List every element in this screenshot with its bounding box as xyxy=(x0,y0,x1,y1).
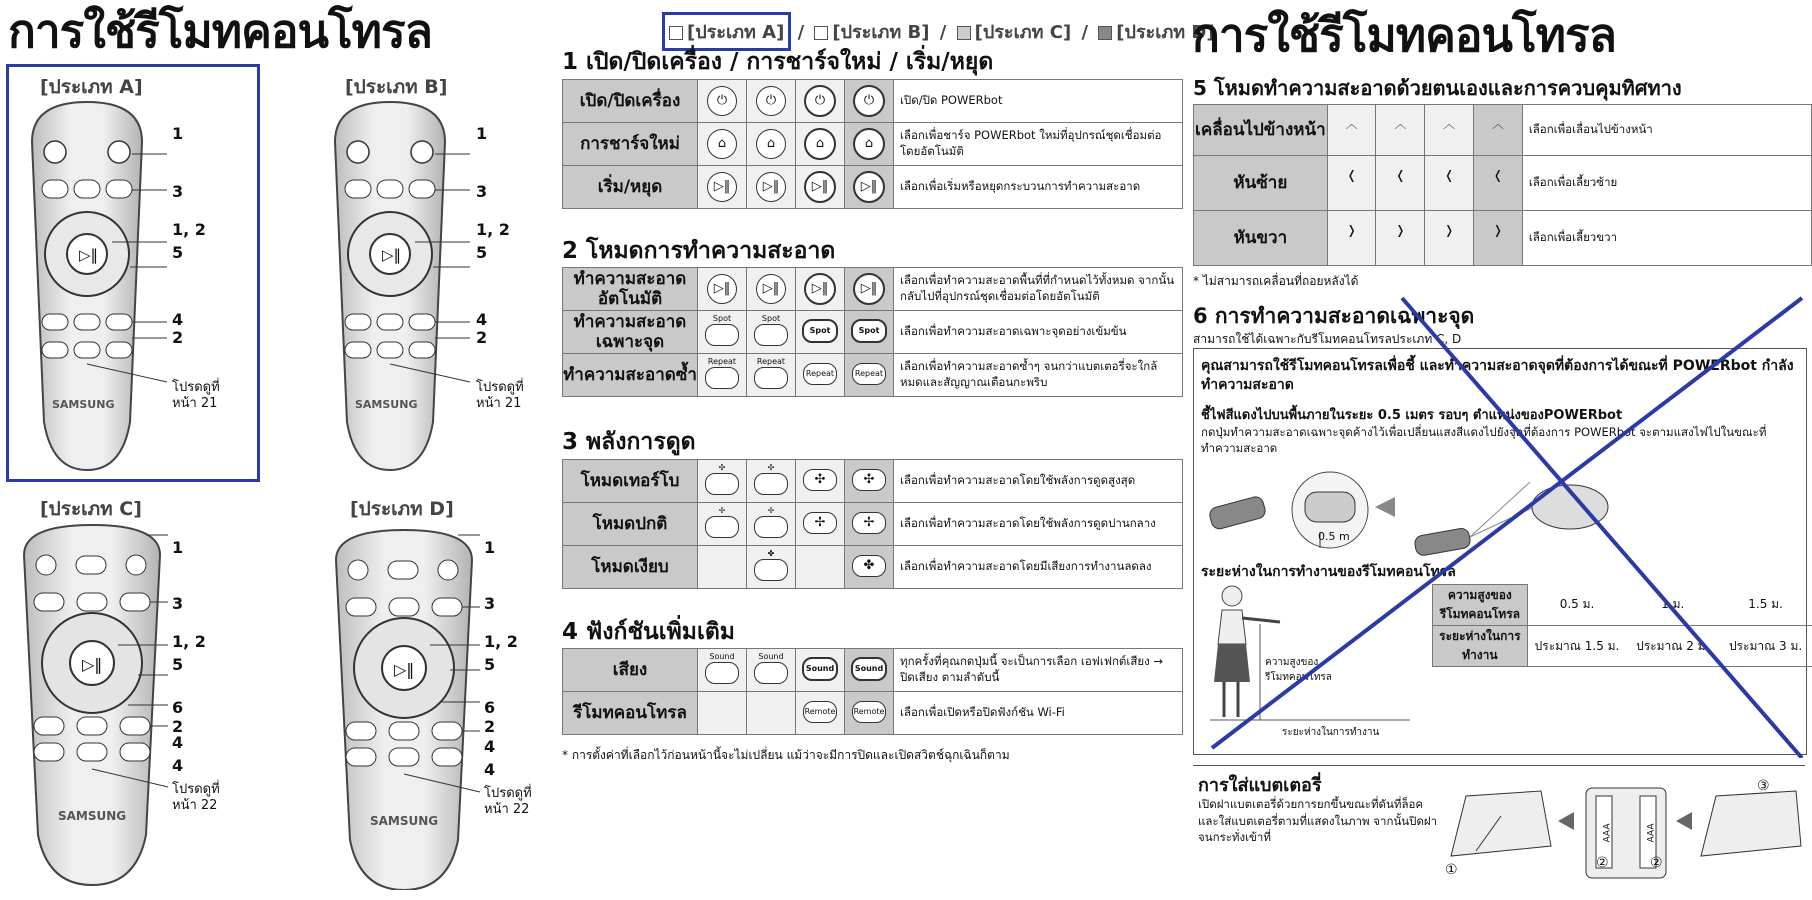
section-6-sub: สามารถใช้ได้เฉพาะกับรีโมทคอนโทรลประเภท C, D xyxy=(1193,332,1462,346)
callout: 5 xyxy=(476,243,488,262)
section-2-heading: 2 โหมดการทำความสะอาด xyxy=(562,238,836,264)
forward-arrow-icon: ︿ xyxy=(1394,117,1407,131)
turbo-button-icon xyxy=(754,473,788,495)
callout: 4 xyxy=(476,310,488,329)
normal-button-icon xyxy=(754,516,788,538)
power-icon: ⏻ xyxy=(804,85,836,117)
row-label: รีโมทคอนโทรล xyxy=(563,692,698,735)
row-desc: เลือกเพื่อเลี้ยวขวา xyxy=(1522,211,1811,266)
row-desc: เลือกเพื่อทำความสะอาดโดยใช้พลังการดูดสูงสุด xyxy=(894,460,1183,503)
quiet-icon: ✤ xyxy=(767,549,775,558)
callout: 1 xyxy=(476,124,488,143)
callout: 1 xyxy=(172,538,184,557)
svg-text:SAMSUNG: SAMSUNG xyxy=(370,814,439,828)
callout: 5 xyxy=(484,655,496,674)
svg-text:SAMSUNG: SAMSUNG xyxy=(355,398,418,411)
battery-cell-label: AAA xyxy=(1602,823,1613,843)
spot-button-icon: Spot xyxy=(802,319,838,343)
normal-icon: ✢ xyxy=(767,506,775,515)
play-pause-icon: ▷‖ xyxy=(804,273,836,305)
row-label: ทำความสะอาดซ้ำ xyxy=(563,354,698,397)
home-icon: ⌂ xyxy=(853,128,885,160)
remote-type-b xyxy=(335,102,470,470)
type-c-label: [ประเภท C] xyxy=(40,498,142,520)
table-cell: 1.5 ม. xyxy=(1719,585,1812,626)
callout: 1, 2 xyxy=(476,220,510,239)
spot-button-icon xyxy=(705,324,739,346)
forward-arrow-icon: ︿ xyxy=(1443,117,1456,131)
section-3-heading: 3 พลังการดูด xyxy=(562,429,696,455)
callout: 3 xyxy=(484,594,496,613)
callout: 4 xyxy=(484,737,496,756)
table-cell: 1 ม. xyxy=(1626,585,1719,626)
repeat-button-icon: Repeat xyxy=(803,363,837,385)
section-4-heading: 4 ฟังก์ชันเพิ่มเติม xyxy=(562,619,735,645)
section-6-bold2: ชี้ไฟสีแดงไปบนพื้นภายในระยะ 0.5 เมตร รอบๆ ตำแหน่งของPOWERbot xyxy=(1201,408,1623,423)
row-desc: เลือกเพื่อเริ่มหรือหยุดกระบวนการทำความสะอาด xyxy=(894,166,1183,209)
sound-label: Sound xyxy=(709,652,735,661)
row-label: เสียง xyxy=(563,649,698,692)
row-label: โหมดเงียบ xyxy=(563,546,698,589)
row-desc: เลือกเพื่อเลื่อนไปข้างหน้า xyxy=(1522,105,1811,156)
height-label: ความสูงของรีโมทคอนโทรล xyxy=(1265,657,1332,683)
section-1-table xyxy=(562,79,1183,209)
turbo-button-icon xyxy=(705,473,739,495)
callout: 2 xyxy=(476,328,488,347)
callout: 3 xyxy=(172,182,184,201)
left-arrow-icon: ❬ xyxy=(1395,168,1406,182)
callout: 4 xyxy=(172,733,184,752)
row-label: เปิด/ปิดเครื่อง xyxy=(563,80,698,123)
callout: 1, 2 xyxy=(172,220,206,239)
forward-arrow-icon: ︿ xyxy=(1345,117,1358,131)
section-5-heading: 5 โหมดทำความสะอาดด้วยตนเองและการควบคุมทิศทาง xyxy=(1193,76,1682,100)
callout: 6 xyxy=(484,698,496,717)
turbo-button-icon: ✣ xyxy=(803,469,837,491)
row-desc: เลือกเพื่อเลี้ยวซ้าย xyxy=(1522,156,1811,211)
left-arrow-icon: ❬ xyxy=(1444,168,1455,182)
table-cell: ประมาณ 3 ม. xyxy=(1719,626,1812,667)
distance-label: 0.5 m xyxy=(1318,530,1350,543)
battery-step: ② xyxy=(1596,855,1609,871)
callout: 5 xyxy=(172,243,184,262)
spot-label: Spot xyxy=(761,314,781,323)
callout: 3 xyxy=(476,182,488,201)
tab-type-d[interactable]: [ประเภท D] xyxy=(1094,15,1218,48)
right-arrow-icon: ❭ xyxy=(1492,223,1503,237)
normal-button-icon: ✢ xyxy=(852,512,886,534)
row-desc: เลือกเพื่อชาร์จ POWERbot ใหม่ที่อุปกรณ์ชุดเชื่อมต่อโดยอัตโนมัติ xyxy=(894,123,1183,166)
table-cell: ระยะห่างในการทำงาน xyxy=(1433,626,1528,667)
callout: 2 xyxy=(172,717,184,736)
battery-cell-label: AAA xyxy=(1646,823,1657,843)
callout: 5 xyxy=(172,655,184,674)
play-pause-icon: ▷‖ xyxy=(853,171,885,203)
svg-text:SAMSUNG: SAMSUNG xyxy=(52,398,115,411)
row-desc: เลือกเพื่อทำความสะอาดโดยใช้พลังการดูดปานกลาง xyxy=(894,503,1183,546)
callout: 1, 2 xyxy=(172,632,206,651)
callout: 4 xyxy=(172,310,184,329)
tab-type-c[interactable]: [ประเภท C] xyxy=(953,15,1076,48)
power-icon: ⏻ xyxy=(707,86,737,116)
row-desc: ทุกครั้งที่คุณกดปุ่มนี้ จะเป็นการเลือก เอฟเฟกต์เสียง → ปิดเสียง ตามลำดับนี้ xyxy=(894,649,1183,692)
type-d-label: [ประเภท D] xyxy=(350,498,454,520)
table-cell: ความสูงของรีโมทคอนโทรล xyxy=(1433,585,1528,626)
see-page-note: โปรดดูที่หน้า 22 xyxy=(172,782,220,814)
home-icon: ⌂ xyxy=(804,128,836,160)
quiet-button-icon: ✤ xyxy=(852,555,886,577)
play-pause-icon: ▷‖ xyxy=(756,172,786,202)
see-page-note: โปรดดูที่หน้า 21 xyxy=(476,380,524,412)
normal-icon: ✢ xyxy=(718,506,726,515)
row-desc: เลือกเพื่อทำความสะอาดโดยมีเสียงการทำงานลดลง xyxy=(894,546,1183,589)
battery-illustration xyxy=(1446,776,1806,886)
callout: 2 xyxy=(484,717,496,736)
play-pause-icon: ▷‖ xyxy=(707,172,737,202)
normal-button-icon xyxy=(705,516,739,538)
tab-type-b[interactable]: [ประเภท B] xyxy=(810,15,933,48)
callout: 4 xyxy=(172,756,184,775)
type-b-label: [ประเภท B] xyxy=(345,76,448,98)
repeat-button-icon: Repeat xyxy=(852,363,886,385)
battery-text: เปิดฝาแบตเตอรี่ด้วยการยกขึ้นขณะที่ดันที่ล็อค และใส่แบตเตอรี่ตามที่แสดงในภาพ จากนั้นปิดฝาจนกระทั่งเข้าที่ xyxy=(1198,797,1438,845)
callout: 3 xyxy=(172,594,184,613)
row-desc: เปิด/ปิด POWERbot xyxy=(894,80,1183,123)
row-label: เริ่ม/หยุด xyxy=(563,166,698,209)
svg-text:▷‖: ▷‖ xyxy=(82,655,103,674)
table-cell: ประมาณ 2 ม. xyxy=(1626,626,1719,667)
row-label: การชาร์จใหม่ xyxy=(563,123,698,166)
row-desc: เลือกเพื่อทำความสะอาดซ้ำๆ จนกว่าแบตเตอรี่จะใกล้หมดและสัญญาณเตือนกะพริบ xyxy=(894,354,1183,397)
middle-footnote: * การตั้งค่าที่เลือกไว้ก่อนหน้านี้จะไม่เปลี่ยน แม้ว่าจะมีการปิดและเปิดสวิตช์ฉุกเฉินก็ตาม xyxy=(562,748,1010,762)
callout: 2 xyxy=(172,328,184,347)
section-5-table xyxy=(1193,104,1812,266)
right-arrow-icon: ❭ xyxy=(1444,223,1455,237)
remote-button-icon: Remote xyxy=(803,701,837,723)
row-label: ทำความสะอาดเฉพาะจุด xyxy=(563,311,698,354)
battery-step: ① xyxy=(1445,862,1458,878)
row-label: เคลื่อนไปข้างหน้า xyxy=(1194,105,1328,156)
callout: 1 xyxy=(484,538,496,557)
row-label: หันซ้าย xyxy=(1194,156,1328,211)
normal-button-icon: ✢ xyxy=(803,512,837,534)
type-a-label: [ประเภท A] xyxy=(40,76,143,98)
left-page-title: การใช้รีโมทคอนโทรล xyxy=(8,4,432,58)
tab-type-a[interactable]: [ประเภท A] xyxy=(662,12,791,51)
remote-button-icon: Remote xyxy=(852,701,886,723)
battery-step: ② xyxy=(1650,855,1663,871)
svg-text:▷‖: ▷‖ xyxy=(394,660,415,679)
repeat-button-icon xyxy=(705,367,739,389)
section-6-heading: 6 การทำความสะอาดเฉพาะจุด xyxy=(1193,304,1475,328)
row-label: โหมดเทอร์โบ xyxy=(563,460,698,503)
table-cell: 0.5 ม. xyxy=(1527,585,1626,626)
repeat-button-icon xyxy=(754,367,788,389)
home-icon: ⌂ xyxy=(707,129,737,159)
row-label: โหมดปกติ xyxy=(563,503,698,546)
row-desc: เลือกเพื่อเปิดหรือปิดฟังก์ชัน Wi-Fi xyxy=(894,692,1183,735)
spot-label: Spot xyxy=(712,314,732,323)
repeat-label: Repeat xyxy=(707,357,737,366)
right-page-title: การใช้รีโมทคอนโทรล xyxy=(1192,8,1616,62)
turbo-icon: ✣ xyxy=(767,463,775,472)
section-1-heading: 1 เปิด/ปิดเครื่อง / การชาร์จใหม่ / เริ่ม/หยุด xyxy=(562,49,994,75)
callout: 4 xyxy=(484,760,496,779)
range-label: ระยะห่างในการทำงาน xyxy=(1282,727,1380,738)
sound-label: Sound xyxy=(758,652,784,661)
play-pause-icon: ▷‖ xyxy=(707,274,737,304)
section-6-bold1: คุณสามารถใช้รีโมทคอนโทรลเพื่อชี้ และทำความสะอาดจุดที่ต้องการได้ขณะที่ POWERbot กำลังทำความสะอาด xyxy=(1201,358,1794,393)
section-3-table xyxy=(562,459,1183,589)
callout: 1 xyxy=(172,124,184,143)
range-heading: ระยะห่างในการทำงานของรีโมทคอนโทรล xyxy=(1201,564,1456,580)
play-pause-icon: ▷‖ xyxy=(853,273,885,305)
spot-button-icon xyxy=(754,324,788,346)
play-pause-icon: ▷‖ xyxy=(804,171,836,203)
repeat-label: Repeat xyxy=(756,357,786,366)
section-6-text: กดปุ่มทำความสะอาดเฉพาะจุดค้างไว้เพื่อเปลี่ยนแสงสีแดงไปยังจุดที่ต้องการ POWERbot จะตามแสงไฟไปในขณะที่ทำความสะอาด xyxy=(1201,425,1767,456)
spot-button-icon: Spot xyxy=(851,319,887,343)
sound-button-icon: Sound xyxy=(851,657,887,681)
see-page-note: โปรดดูที่หน้า 22 xyxy=(484,786,532,818)
battery-step: ③ xyxy=(1757,778,1770,794)
sound-button-icon: Sound xyxy=(802,657,838,681)
sound-button-icon xyxy=(705,662,739,684)
section-2-table xyxy=(562,267,1183,397)
see-page-note: โปรดดูที่หน้า 21 xyxy=(172,380,220,412)
power-icon: ⏻ xyxy=(853,85,885,117)
turbo-icon: ✣ xyxy=(718,463,726,472)
section-5-note: * ไม่สามารถเคลื่อนที่ถอยหลังได้ xyxy=(1193,274,1359,288)
svg-text:SAMSUNG: SAMSUNG xyxy=(58,809,127,823)
remote-type-c xyxy=(24,525,168,885)
svg-text:▷‖: ▷‖ xyxy=(382,246,402,264)
callout: 1, 2 xyxy=(484,632,518,651)
table-cell: ประมาณ 1.5 ม. xyxy=(1527,626,1626,667)
turbo-button-icon: ✣ xyxy=(852,469,886,491)
sound-button-icon xyxy=(754,662,788,684)
right-arrow-icon: ❭ xyxy=(1395,223,1406,237)
remote-type-tabs: [ประเภท A] / [ประเภท B] / [ประเภท C] / [ประเภท D] xyxy=(662,12,1219,51)
row-desc: เลือกเพื่อทำความสะอาดพื้นที่ที่กำหนดไว้ทั้งหมด จากนั้นกลับไปที่อุปกรณ์ชุดเชื่อมต่อโดยอัตโนมัติ xyxy=(894,268,1183,311)
row-label: หันขวา xyxy=(1194,211,1328,266)
left-arrow-icon: ❬ xyxy=(1492,168,1503,182)
home-icon: ⌂ xyxy=(756,129,786,159)
play-pause-icon: ▷‖ xyxy=(756,274,786,304)
section-4-table xyxy=(562,648,1183,735)
remote-type-a xyxy=(32,102,167,470)
right-arrow-icon: ❭ xyxy=(1346,223,1357,237)
left-arrow-icon: ❬ xyxy=(1346,168,1357,182)
battery-heading: การใส่แบตเตอรี่ xyxy=(1198,775,1322,796)
forward-arrow-icon: ︿ xyxy=(1491,117,1504,131)
callout: 6 xyxy=(172,698,184,717)
quiet-button-icon xyxy=(754,559,788,581)
power-icon: ⏻ xyxy=(756,86,786,116)
cross-out-mark xyxy=(1192,288,1812,758)
remote-type-d xyxy=(336,530,480,890)
svg-text:▷‖: ▷‖ xyxy=(79,246,99,264)
row-label: ทำความสะอาดอัตโนมัติ xyxy=(563,268,698,311)
row-desc: เลือกเพื่อทำความสะอาดเฉพาะจุดอย่างเข้มข้น xyxy=(894,311,1183,354)
